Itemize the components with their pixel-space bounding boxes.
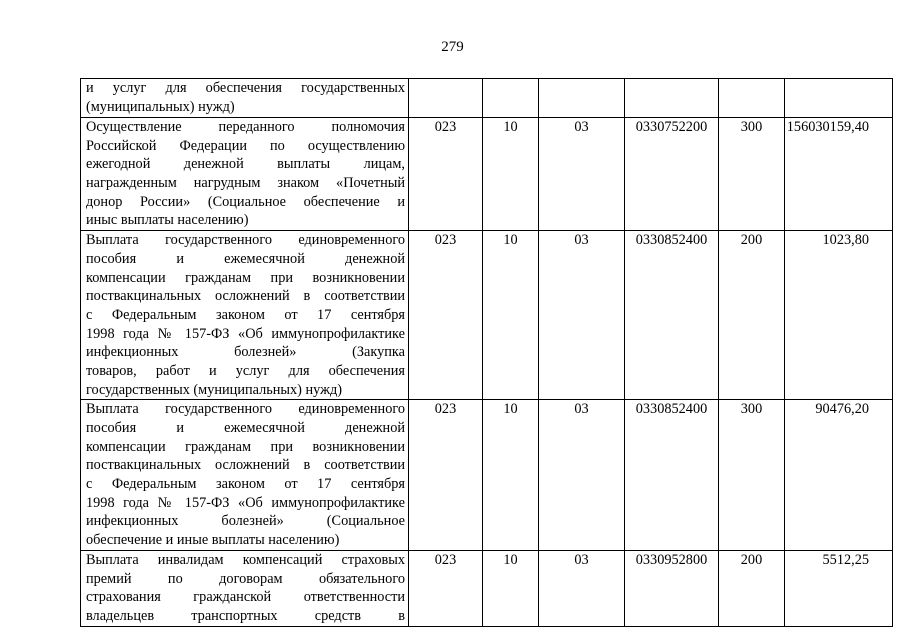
ministry-code-cell: 023	[409, 118, 483, 231]
description-line: с Федеральным законом от 17 сентября	[86, 476, 405, 493]
target-article-cell	[625, 79, 719, 118]
description-line: Российской Федерации по осуществлению	[86, 137, 405, 154]
table-row	[81, 79, 893, 118]
target-article-cell: 0330952800	[625, 550, 719, 626]
description-line: ежегодной денежной выплаты лицам,	[86, 156, 405, 173]
description-line: владельцев транспортных средств в	[86, 607, 405, 624]
amount-cell: 156030159,40	[785, 118, 893, 231]
description-line: премий по договорам обязательного	[86, 570, 405, 587]
description-line: награжденным нагрудным знаком «Почетный	[86, 175, 405, 192]
description-line: Выплата инвалидам компенсаций страховых	[86, 551, 405, 568]
description-cell	[81, 118, 409, 231]
subsection-cell: 03	[539, 550, 625, 626]
page-number: 279	[441, 39, 464, 55]
section-cell: 10	[483, 400, 539, 551]
description-line: Выплата государственного единовременного	[86, 401, 405, 418]
ministry-code-cell: 023	[409, 400, 483, 551]
subsection-cell	[539, 79, 625, 118]
section-cell: 10	[483, 550, 539, 626]
table-row	[81, 231, 893, 400]
description-line: страхования гражданской ответственности	[86, 589, 405, 606]
description-cell	[81, 400, 409, 551]
subsection-cell: 03	[539, 231, 625, 400]
description-cell	[81, 231, 409, 400]
amount-cell: 90476,20	[785, 400, 893, 551]
target-article-cell: 0330752200	[625, 118, 719, 231]
description-line: государственных (муниципальных) нужд)	[86, 381, 343, 398]
amount-cell: 1023,80	[785, 231, 893, 400]
section-cell	[483, 79, 539, 118]
expense-type-cell: 300	[719, 400, 785, 551]
target-article-cell: 0330852400	[625, 400, 719, 551]
description-line: товаров, работ и услуг для обеспечения	[86, 362, 405, 379]
budget-table	[80, 78, 893, 627]
table-row	[81, 118, 893, 231]
description-line: 1998 года № 157-ФЗ «Об иммунопрофилактике	[86, 325, 405, 342]
description-line: с Федеральным законом от 17 сентября	[86, 306, 405, 323]
description-line: (муниципальных) нужд)	[86, 98, 235, 115]
description-line: инфекционных болезней» (Социальное	[86, 513, 405, 530]
description-line: компенсации гражданам при возникновении	[86, 438, 405, 455]
expense-type-cell: 200	[719, 550, 785, 626]
description-line: обеспечение и иные выплаты населению)	[86, 532, 340, 549]
description-line: компенсации гражданам при возникновении	[86, 269, 405, 286]
subsection-cell: 03	[539, 400, 625, 551]
table-row	[81, 400, 893, 551]
description-line: инфекционных болезней» (Закупка	[86, 344, 405, 361]
section-cell: 10	[483, 118, 539, 231]
target-article-cell: 0330852400	[625, 231, 719, 400]
description-line: донор России» (Социальное обеспечение и	[86, 193, 405, 210]
expense-type-cell: 200	[719, 231, 785, 400]
description-line: пособия и ежемесячной денежной	[86, 250, 405, 267]
description-line: пособия и ежемесячной денежной	[86, 420, 405, 436]
amount-cell	[785, 79, 893, 118]
description-line: Осуществление переданного полномочия	[86, 119, 405, 135]
description-cell	[81, 550, 409, 626]
description-line: поствакцинальных осложнений в соответствии	[86, 288, 405, 305]
expense-type-cell	[719, 79, 785, 118]
description-line: иныс выплаты населению)	[86, 212, 249, 229]
description-line: 1998 года № 157-ФЗ «Об иммунопрофилактике	[86, 494, 405, 511]
description-line: и услуг для обеспечения государственных	[86, 80, 405, 96]
table-row	[81, 550, 893, 626]
amount-cell: 5512,25	[785, 550, 893, 626]
subsection-cell: 03	[539, 118, 625, 231]
ministry-code-cell	[409, 79, 483, 118]
section-cell: 10	[483, 231, 539, 400]
description-line: Выплата государственного единовременного	[86, 232, 405, 249]
ministry-code-cell: 023	[409, 231, 483, 400]
expense-type-cell: 300	[719, 118, 785, 231]
description-cell	[81, 79, 409, 118]
description-line: поствакцинальных осложнений в соответствии	[86, 457, 405, 474]
ministry-code-cell: 023	[409, 550, 483, 626]
